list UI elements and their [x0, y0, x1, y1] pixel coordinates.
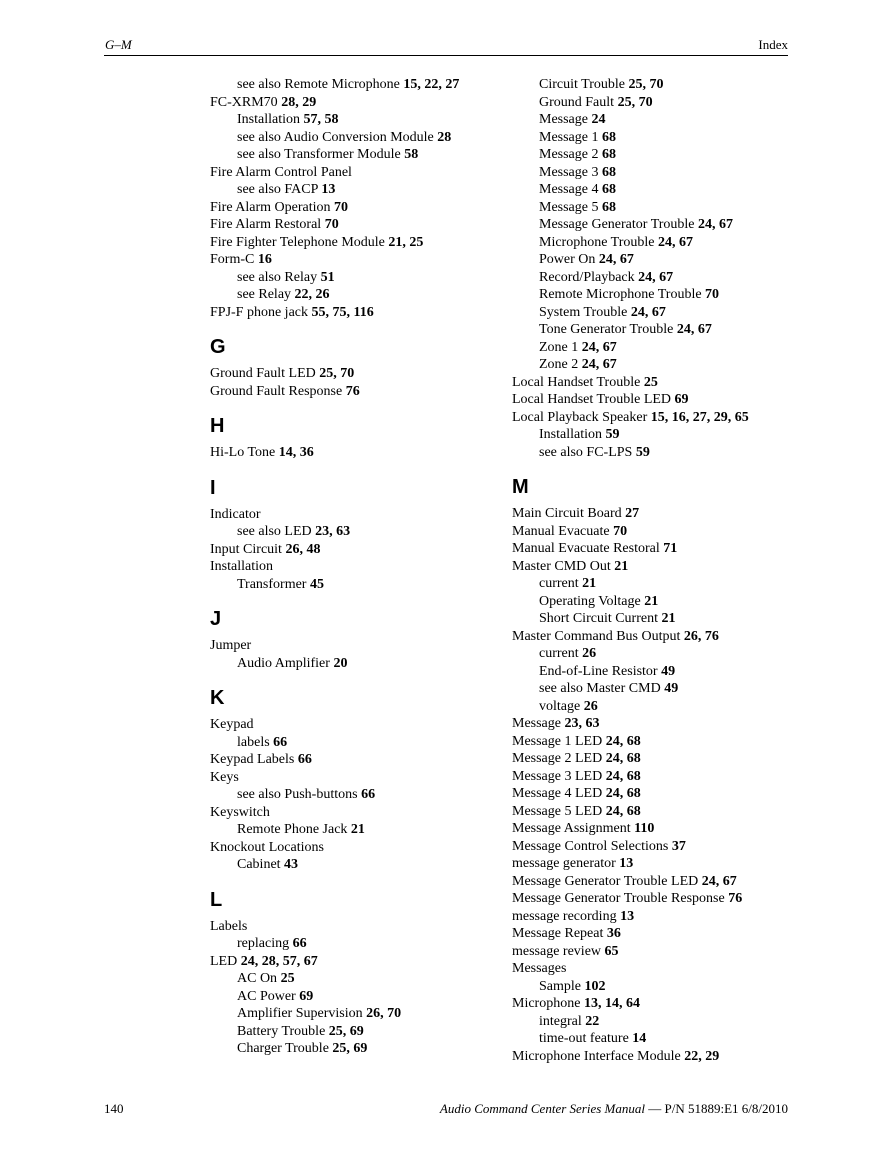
index-entry: [210, 637, 495, 655]
entry-term: Message Repeat: [512, 926, 604, 941]
page-references: 25, 69: [328, 1023, 364, 1039]
index-subentry: [210, 970, 495, 988]
footer-title: [440, 1101, 788, 1117]
page-references: 24, 67: [581, 339, 617, 355]
entry-term: Local Playback Speaker: [512, 409, 648, 425]
entry-term: Keypad Labels: [210, 752, 295, 767]
index-entry: [512, 391, 802, 409]
page-references: 58: [404, 147, 419, 162]
entry-term: Message: [539, 112, 588, 127]
index-subentry: [210, 1040, 495, 1058]
page-references: 110: [634, 821, 655, 836]
index-subentry: [512, 1013, 802, 1031]
entry-term: Battery Trouble: [237, 1023, 326, 1039]
page-references: 23, 63: [564, 716, 600, 731]
entry-term: Input Circuit: [210, 541, 282, 557]
entry-term: Record/Playback: [539, 269, 635, 285]
index-subentry: [512, 426, 802, 444]
entry-term: AC Power: [237, 988, 296, 1004]
index-subentry: [210, 786, 495, 804]
page-references: 68: [602, 182, 616, 197]
index-subentry: [512, 94, 802, 112]
page-references: 25, 70: [319, 366, 355, 381]
index-subentry: [210, 576, 495, 594]
page-references: 26: [582, 646, 597, 661]
entry-term: AC On: [237, 971, 278, 986]
page-references: 66: [361, 787, 376, 802]
page-references: 66: [273, 734, 288, 750]
index-entry: [512, 558, 802, 576]
page-references: 21: [661, 611, 676, 626]
section-letter-heading: H: [210, 415, 225, 437]
entry-term: Keys: [210, 769, 239, 785]
page-references: 21: [582, 576, 597, 591]
index-subentry: [512, 339, 802, 357]
index-subentry: [210, 935, 495, 953]
entry-term: Installation: [210, 559, 273, 574]
entry-term: Power On: [539, 252, 596, 267]
index-entry: [512, 768, 802, 786]
page-references: 24, 67: [701, 873, 737, 889]
page-references: 65: [604, 943, 619, 959]
page-references: 25, 70: [617, 94, 653, 110]
index-subentry: [512, 593, 802, 611]
entry-term: Installation: [539, 427, 602, 442]
entry-term: Ground Fault: [539, 94, 615, 110]
page-references: 51: [320, 269, 335, 285]
entry-term: Zone 1: [539, 339, 579, 355]
entry-term: replacing: [237, 936, 290, 951]
page-references: 25, 70: [628, 77, 664, 92]
index-entry: [210, 199, 495, 217]
page-references: 76: [728, 891, 743, 906]
index-subentry: [210, 146, 495, 164]
page-references: 25: [643, 374, 658, 390]
index-subentry: [210, 181, 495, 199]
entry-term: Charger Trouble: [237, 1041, 329, 1056]
entry-term: see also Master CMD: [539, 681, 661, 696]
index-subentry: [210, 655, 495, 673]
page-references: 16: [257, 252, 272, 267]
page-references: 59: [635, 444, 650, 460]
page-references: 22, 26: [294, 287, 330, 302]
entry-term: see also FACP: [237, 182, 318, 197]
index-subentry: [210, 821, 495, 839]
running-header-title: Index: [758, 37, 788, 52]
page-references: 13: [619, 856, 634, 871]
index-subentry: [210, 286, 495, 304]
entry-term: Message Generator Trouble: [539, 217, 695, 232]
index-entry: [512, 409, 802, 427]
index-entry: [512, 838, 802, 856]
index-subentry: [512, 199, 802, 217]
index-subentry: [210, 111, 495, 129]
entry-term: Local Handset Trouble LED: [512, 392, 672, 407]
index-entry: [210, 365, 495, 383]
index-entry: [210, 716, 495, 734]
index-subentry: [512, 321, 802, 339]
index-subentry: [512, 610, 802, 628]
page-references: 70: [324, 217, 339, 232]
index-entry: [210, 918, 495, 936]
page-references: 24, 67: [581, 357, 617, 372]
index-subentry: [210, 1023, 495, 1041]
entry-term: Message 2: [539, 147, 599, 162]
page-references: 15, 22, 27: [403, 77, 460, 92]
entry-term: see also Relay: [237, 269, 318, 285]
page-references: 26: [583, 698, 598, 714]
entry-term: message recording: [512, 908, 617, 924]
entry-term: labels: [237, 734, 270, 750]
index-entry: [210, 164, 495, 182]
page-references: 20: [333, 655, 348, 671]
entry-term: Message Generator Trouble LED: [512, 873, 699, 889]
index-subentry: [512, 698, 802, 716]
entry-term: Message 4 LED: [512, 786, 603, 801]
entry-term: Ground Fault Response: [210, 383, 343, 399]
page-references: 68: [602, 129, 616, 145]
page-references: 25: [280, 971, 295, 986]
page-references: 66: [297, 752, 312, 767]
index-entry: [210, 839, 495, 857]
index-subentry: [512, 444, 802, 462]
page-references: 14, 36: [278, 445, 314, 460]
index-subentry: [210, 734, 495, 752]
entry-term: Local Handset Trouble: [512, 374, 641, 390]
entry-term: Labels: [210, 918, 248, 934]
page-references: 76: [345, 383, 360, 399]
entry-term: Message 5: [539, 199, 599, 215]
index-subentry: [210, 76, 495, 94]
manual-title: Audio Command Center Series Manual: [439, 1101, 645, 1116]
index-entry: [210, 304, 495, 322]
index-subentry: [210, 523, 495, 541]
page-references: 24, 68: [605, 768, 641, 784]
index-subentry: [210, 988, 495, 1006]
section-letter-heading: K: [210, 687, 225, 709]
index-subentry: [210, 269, 495, 287]
page-references: 24, 68: [605, 786, 641, 801]
index-subentry: [512, 164, 802, 182]
entry-term: Remote Phone Jack: [237, 822, 348, 837]
entry-term: Jumper: [210, 638, 252, 653]
index-entry: [210, 234, 495, 252]
entry-term: Message 5 LED: [512, 803, 603, 819]
index-subentry: [512, 356, 802, 374]
index-subentry: [512, 645, 802, 663]
entry-term: Sample: [539, 978, 581, 994]
entry-term: Message 2 LED: [512, 751, 603, 766]
entry-term: see also FC-LPS: [539, 444, 633, 460]
entry-term: see also Audio Conversion Module: [237, 129, 434, 145]
entry-term: Fire Alarm Restoral: [210, 217, 322, 232]
page-references: 26, 76: [683, 628, 719, 644]
page-references: 24, 67: [698, 217, 734, 232]
index-entry: [512, 733, 802, 751]
entry-term: Amplifier Supervision: [237, 1006, 363, 1021]
page-references: 36: [606, 926, 621, 941]
index-entry: [512, 820, 802, 838]
entry-term: Transformer: [237, 576, 307, 592]
entry-term: current: [539, 646, 579, 661]
index-entry: [512, 374, 802, 392]
index-subentry: [512, 575, 802, 593]
page-references: 68: [602, 199, 616, 215]
entry-term: Circuit Trouble: [539, 77, 625, 92]
page-references: 24, 67: [676, 322, 712, 337]
entry-term: Form-C: [210, 252, 255, 267]
entry-term: Ground Fault LED: [210, 366, 316, 381]
entry-term: Manual Evacuate: [512, 523, 610, 539]
index-entry: [210, 804, 495, 822]
page-references: 49: [664, 681, 679, 696]
page-references: 25, 69: [332, 1041, 368, 1056]
entry-term: End-of-Line Resistor: [539, 663, 658, 679]
index-entry: [512, 785, 802, 803]
entry-term: Zone 2: [539, 357, 579, 372]
index-subentry: [512, 680, 802, 698]
page-references: 24, 67: [630, 304, 666, 320]
entry-term: Operating Voltage: [539, 593, 641, 609]
entry-term: Installation: [237, 112, 300, 127]
page-references: 66: [292, 936, 307, 951]
page-references: 26, 70: [366, 1006, 402, 1021]
page-references: 59: [605, 427, 620, 442]
entry-term: Audio Amplifier: [237, 655, 330, 671]
entry-term: see also LED: [237, 524, 312, 539]
index-column-right: [512, 76, 802, 1065]
entry-term: see also Remote Microphone: [237, 77, 400, 92]
index-entry: [512, 925, 802, 943]
page-references: 24, 67: [598, 252, 634, 267]
entry-term: Knockout Locations: [210, 839, 324, 855]
page-references: 45: [309, 576, 324, 592]
page-references: 70: [705, 287, 720, 302]
section-letter-heading: L: [210, 888, 223, 911]
index-subentry: [512, 304, 802, 322]
entry-term: Keyswitch: [210, 804, 270, 820]
entry-term: FC-XRM70: [210, 94, 278, 110]
entry-term: integral: [539, 1013, 582, 1029]
entry-term: FPJ-F phone jack: [210, 304, 308, 320]
page-references: 37: [671, 838, 686, 854]
page-references: 13: [321, 182, 336, 197]
index-subentry: [512, 146, 802, 164]
index-entry: [512, 803, 802, 821]
entry-term: Tone Generator Trouble: [539, 322, 674, 337]
entry-term: Hi-Lo Tone: [210, 445, 276, 460]
page-references: 21: [350, 822, 365, 837]
page-references: 24, 67: [638, 269, 674, 285]
entry-term: Fire Fighter Telephone Module: [210, 234, 385, 250]
index-entry: [512, 750, 802, 768]
index-entry: [512, 715, 802, 733]
index-entry: [512, 890, 802, 908]
section-letter-heading: I: [210, 476, 216, 499]
page-references: 55, 75, 116: [311, 304, 374, 320]
entry-term: current: [539, 576, 579, 591]
entry-term: Message Generator Trouble Response: [512, 891, 725, 906]
page-references: 24, 28, 57, 67: [240, 953, 318, 969]
page-references: 28, 29: [281, 94, 317, 110]
index-column-left: [210, 76, 495, 1058]
index-entry: [512, 1048, 802, 1066]
index-entry: [512, 628, 802, 646]
entry-term: Cabinet: [237, 857, 281, 872]
index-subentry: [512, 216, 802, 234]
page-references: 23, 63: [315, 524, 351, 539]
entry-term: Master CMD Out: [512, 558, 611, 574]
entry-term: Message 4: [539, 182, 599, 197]
index-entry: [512, 873, 802, 891]
page-references: 49: [661, 663, 676, 679]
entry-term: Fire Alarm Operation: [210, 199, 331, 215]
entry-term: Remote Microphone Trouble: [539, 287, 702, 302]
entry-term: Fire Alarm Control Panel: [210, 164, 352, 180]
entry-term: Message Assignment: [512, 821, 631, 836]
index-subentry: [512, 251, 802, 269]
index-subentry: [512, 76, 802, 94]
index-subentry: [512, 978, 802, 996]
index-entry: [210, 751, 495, 769]
index-subentry: [512, 286, 802, 304]
entry-term: Keypad: [210, 717, 254, 732]
index-entry: [512, 995, 802, 1013]
index-subentry: [512, 129, 802, 147]
index-subentry: [512, 269, 802, 287]
index-entry: [210, 769, 495, 787]
entry-term: Message 3 LED: [512, 768, 603, 784]
index-entry: [512, 943, 802, 961]
page-references: 21: [644, 593, 659, 609]
page-references: 24: [591, 112, 606, 127]
entry-term: Message: [512, 716, 561, 731]
entry-term: Message 1 LED: [512, 733, 603, 749]
entry-term: Messages: [512, 961, 567, 976]
entry-term: Indicator: [210, 506, 261, 522]
page-references: 71: [663, 541, 678, 556]
index-entry: [210, 953, 495, 971]
entry-term: Message Control Selections: [512, 838, 669, 854]
index-entry: [210, 444, 495, 462]
page-references: 68: [602, 164, 616, 180]
index-entry: [512, 960, 802, 978]
index-subentry: [210, 1005, 495, 1023]
page-references: 21: [614, 558, 629, 574]
entry-term: Manual Evacuate Restoral: [512, 541, 660, 556]
page-references: 26, 48: [285, 541, 321, 557]
section-letter-heading: J: [210, 608, 222, 630]
index-entry: [512, 505, 802, 523]
entry-term: Main Circuit Board: [512, 506, 622, 521]
page-references: 24, 68: [605, 751, 641, 766]
index-entry: [210, 558, 495, 576]
index-subentry: [512, 1030, 802, 1048]
index-entry: [210, 94, 495, 112]
page-references: 15, 16, 27, 29, 65: [650, 409, 749, 425]
entry-term: Master Command Bus Output: [512, 628, 681, 644]
page-references: 14: [632, 1031, 647, 1046]
page-references: 69: [674, 392, 689, 407]
part-number-date: — P/N 51889:E1 6/8/2010: [644, 1101, 788, 1116]
index-entry: [512, 523, 802, 541]
entry-term: voltage: [539, 698, 581, 714]
page-references: 28: [437, 129, 452, 145]
page-references: 22, 29: [684, 1048, 720, 1064]
page-references: 102: [584, 978, 606, 994]
page-references: 27: [625, 506, 640, 521]
index-subentry: [512, 181, 802, 199]
index-subentry: [210, 129, 495, 147]
header-rule: [104, 55, 788, 56]
index-subentry: [210, 856, 495, 874]
index-subentry: [512, 111, 802, 129]
index-entry: [210, 383, 495, 401]
page-references: 24, 68: [605, 803, 641, 819]
entry-term: Microphone Interface Module: [512, 1048, 681, 1064]
entry-term: Short Circuit Current: [539, 611, 658, 626]
page-references: 24, 68: [605, 733, 641, 749]
entry-term: Message 3: [539, 164, 599, 180]
entry-term: see also Push-buttons: [237, 787, 358, 802]
index-subentry: [512, 663, 802, 681]
page-references: 13, 14, 64: [583, 996, 640, 1011]
entry-term: message generator: [512, 856, 616, 871]
section-letter-heading: G: [210, 336, 226, 358]
page-references: 43: [284, 857, 299, 872]
running-header-section: G–M: [105, 37, 132, 52]
entry-term: see Relay: [237, 287, 292, 302]
page-references: 69: [299, 988, 314, 1004]
entry-term: Microphone Trouble: [539, 234, 655, 250]
entry-term: time-out feature: [539, 1031, 629, 1046]
page-references: 57, 58: [303, 112, 339, 127]
entry-term: System Trouble: [539, 304, 628, 320]
index-entry: [210, 216, 495, 234]
page-references: 13: [620, 908, 635, 924]
entry-term: Message 1: [539, 129, 599, 145]
entry-term: LED: [210, 953, 238, 969]
entry-term: message review: [512, 943, 602, 959]
index-entry: [512, 855, 802, 873]
index-entry: [210, 506, 495, 524]
index-subentry: [512, 234, 802, 252]
page-references: 24, 67: [658, 234, 693, 250]
page-references: 70: [334, 199, 349, 215]
index-entry: [210, 541, 495, 559]
page-number: 140: [104, 1101, 124, 1116]
entry-term: see also Transformer Module: [237, 147, 401, 162]
index-entry: [210, 251, 495, 269]
section-letter-heading: M: [512, 476, 529, 498]
entry-term: Microphone: [512, 996, 581, 1011]
page-references: 22: [585, 1013, 600, 1029]
index-entry: [512, 540, 802, 558]
page-references: 70: [613, 523, 628, 539]
page-references: 68: [602, 147, 616, 162]
index-entry: [512, 908, 802, 926]
page-references: 21, 25: [388, 234, 424, 250]
